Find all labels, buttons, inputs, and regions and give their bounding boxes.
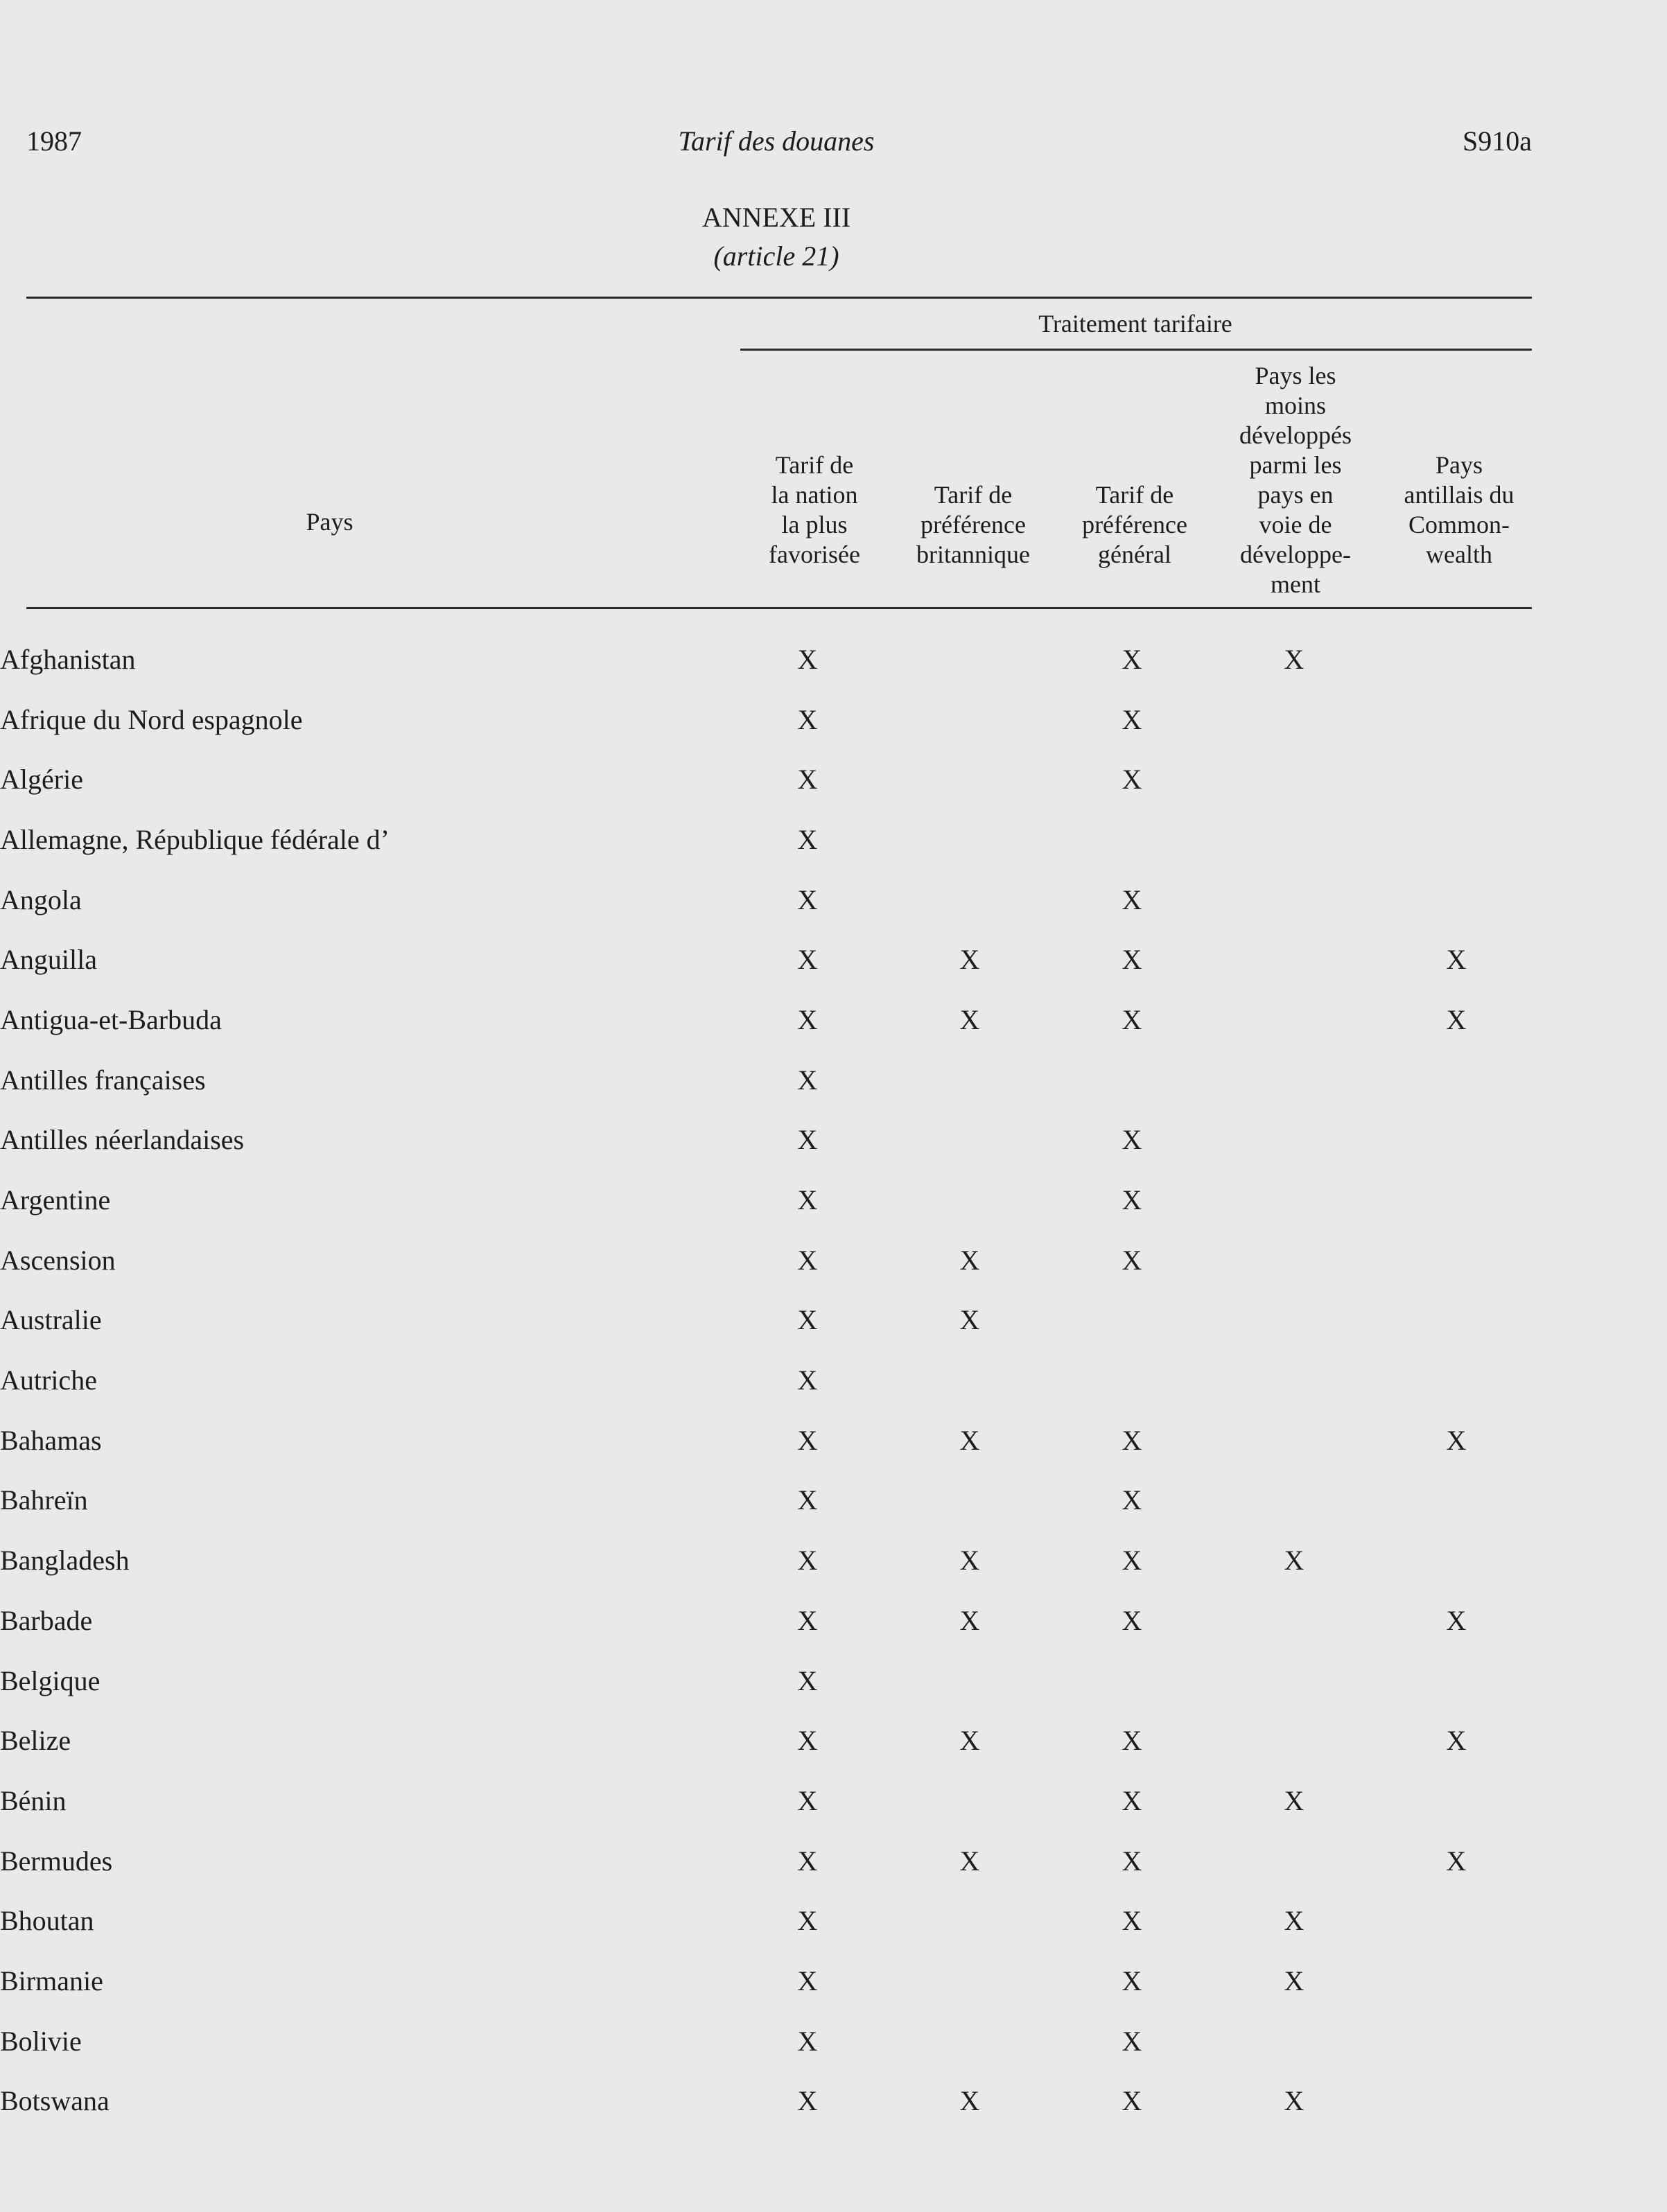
table-row (0, 990, 1537, 1050)
treatment-group-header: Traitement tarifaire (1038, 310, 1232, 337)
treatment-mark: X (797, 1905, 818, 1937)
country-name: Bhoutan (0, 1905, 94, 1937)
treatment-mark (1213, 1710, 1375, 1771)
treatment-mark: X (797, 1184, 818, 1216)
treatment-mark: X (959, 1244, 980, 1276)
treatment-mark (1213, 749, 1375, 809)
treatment-mark: X (1284, 643, 1304, 675)
treatment-mark: X (797, 1965, 818, 1996)
table-row (0, 1410, 1537, 1471)
country-name: Antilles françaises (0, 1064, 206, 1096)
treatment-mark (1375, 1530, 1537, 1590)
treatment-mark: X (797, 1665, 818, 1696)
treatment-mark: X (797, 2025, 818, 2057)
country-name: Bahamas (0, 1424, 102, 1456)
country-name: Bénin (0, 1784, 67, 1816)
country-name: Belize (0, 1725, 71, 1757)
treatment-mark: X (1121, 1905, 1142, 1937)
country-name: Antilles néerlandaises (0, 1124, 245, 1156)
treatment-mark (1375, 1471, 1537, 1531)
treatment-mark (1375, 2011, 1537, 2071)
treatment-mark: X (1446, 1725, 1467, 1757)
treatment-mark (889, 1951, 1051, 2011)
treatment-mark (1213, 1831, 1375, 1891)
treatment-mark: X (1284, 2085, 1304, 2117)
table-row (0, 1290, 1537, 1351)
treatment-mark (1375, 1651, 1537, 1711)
treatment-mark: X (959, 1604, 980, 1636)
treatment-mark (1375, 749, 1537, 809)
treatment-mark: X (1121, 1965, 1142, 1996)
treatment-mark (1051, 809, 1213, 870)
treatment-mark: X (959, 944, 980, 976)
annex-title: ANNEXE III (701, 202, 851, 233)
treatment-mark (1213, 809, 1375, 870)
treatment-mark: X (959, 1003, 980, 1035)
column-header-mfn-text: Tarif de la nation la plus favorisée (769, 451, 860, 568)
treatment-mark: X (797, 1845, 818, 1877)
treatment-mark: X (797, 1304, 818, 1336)
treatment-mark: X (797, 1604, 818, 1636)
treatment-mark (1213, 2011, 1375, 2071)
treatment-mark: X (959, 1845, 980, 1877)
treatment-mark (889, 1890, 1051, 1951)
treatment-mark: X (1446, 944, 1467, 976)
country-name: Bermudes (0, 1845, 113, 1877)
column-header-british-preference-text: Tarif de préférence britannique (916, 481, 1030, 568)
table-row (0, 1831, 1537, 1891)
treatment-mark (1375, 870, 1537, 930)
treatment-mark: X (959, 1424, 980, 1456)
treatment-mark: X (797, 1124, 818, 1156)
country-name: Australie (0, 1304, 102, 1336)
table-row (0, 1170, 1537, 1230)
treatment-mark (1375, 1290, 1537, 1351)
treatment-mark: X (1121, 764, 1142, 796)
column-header-mfn (733, 450, 896, 570)
country-name: Ascension (0, 1244, 116, 1276)
treatment-mark: X (1121, 703, 1142, 735)
treatment-mark (1213, 690, 1375, 750)
column-header-least-developed (1214, 361, 1377, 599)
country-name: Autriche (0, 1364, 97, 1396)
table-row (0, 749, 1537, 809)
treatment-mark (1375, 1230, 1537, 1290)
treatment-mark (1213, 1410, 1375, 1471)
treatment-mark: X (1446, 1424, 1467, 1456)
treatment-mark: X (797, 1484, 818, 1516)
treatment-mark: X (1121, 1545, 1142, 1577)
treatment-mark: X (1121, 944, 1142, 976)
table-row (0, 1110, 1537, 1170)
table-row (0, 870, 1537, 930)
treatment-mark: X (1121, 1784, 1142, 1816)
treatment-mark (1375, 1771, 1537, 1831)
treatment-mark: X (1121, 884, 1142, 915)
treatment-mark: X (797, 1424, 818, 1456)
treatment-mark (889, 1471, 1051, 1531)
treatment-mark: X (797, 823, 818, 855)
treatment-mark (1051, 1350, 1213, 1410)
treatment-mark: X (1284, 1545, 1304, 1577)
page-year: 1987 (26, 125, 82, 157)
treatment-mark (1213, 990, 1375, 1050)
treatment-mark: X (797, 944, 818, 976)
treatment-mark (889, 749, 1051, 809)
table-row (0, 2071, 1537, 2132)
treatment-mark: X (797, 1784, 818, 1816)
annex-heading (0, 198, 1553, 276)
country-table-body (0, 629, 1537, 2131)
treatment-mark (889, 1110, 1051, 1170)
treatment-mark (1375, 1170, 1537, 1230)
treatment-mark (1375, 1350, 1537, 1410)
treatment-mark (1213, 1110, 1375, 1170)
column-header-commonwealth-caribbean-text: Pays antillais du Common- wealth (1404, 451, 1515, 568)
table-row (0, 929, 1537, 990)
treatment-mark (889, 690, 1051, 750)
treatment-mark: X (959, 2085, 980, 2117)
treatment-mark: X (959, 1304, 980, 1336)
treatment-mark: X (1121, 2085, 1142, 2117)
treatment-mark: X (1121, 1244, 1142, 1276)
column-header-general-preference-text: Tarif de préférence général (1082, 481, 1187, 568)
treatment-mark (1213, 1290, 1375, 1351)
treatment-mark (889, 1350, 1051, 1410)
table-row (0, 1350, 1537, 1410)
treatment-mark: X (797, 1545, 818, 1577)
treatment-mark: X (1121, 1424, 1142, 1456)
treatment-mark (889, 870, 1051, 930)
table-row (0, 1590, 1537, 1651)
treatment-mark (1213, 1471, 1375, 1531)
country-name: Allemagne, République fédérale d’ (0, 823, 390, 855)
column-header-commonwealth-caribbean (1378, 450, 1540, 570)
country-name: Antigua-et-Barbuda (0, 1003, 222, 1035)
country-name: Bahreïn (0, 1484, 88, 1516)
treatment-mark (1375, 629, 1537, 690)
treatment-mark: X (797, 764, 818, 796)
treatment-mark: X (797, 1244, 818, 1276)
treatment-mark: X (1121, 643, 1142, 675)
header-bottom-rule (26, 607, 1532, 609)
treatment-mark: X (797, 1364, 818, 1396)
table-row (0, 1651, 1537, 1711)
treatment-mark (1213, 929, 1375, 990)
treatment-mark (889, 809, 1051, 870)
treatment-mark: X (959, 1725, 980, 1757)
treatment-mark (1213, 1651, 1375, 1711)
treatment-mark (889, 1771, 1051, 1831)
treatment-mark: X (797, 2085, 818, 2117)
treatment-mark: X (797, 643, 818, 675)
table-row (0, 1471, 1537, 1531)
treatment-mark: X (797, 1725, 818, 1757)
column-header-british-preference (892, 480, 1054, 570)
page-running-title: Tarif des douanes (678, 125, 875, 157)
treatment-mark (1051, 1290, 1213, 1351)
treatment-mark (1213, 1230, 1375, 1290)
treatment-mark (1213, 1050, 1375, 1110)
treatment-mark: X (1446, 1604, 1467, 1636)
treatment-mark (1375, 1951, 1537, 2011)
treatment-mark: X (1121, 1184, 1142, 1216)
treatment-mark (1375, 1050, 1537, 1110)
country-name: Botswana (0, 2085, 110, 2117)
treatment-mark (889, 2011, 1051, 2071)
table-top-rule (26, 297, 1532, 299)
treatment-mark (1375, 1890, 1537, 1951)
country-name: Belgique (0, 1665, 101, 1696)
treatment-mark (1213, 1350, 1375, 1410)
country-name: Anguilla (0, 944, 97, 976)
annex-subtitle: (article 21) (713, 240, 839, 272)
treatment-mark: X (959, 1545, 980, 1577)
table-row (0, 2011, 1537, 2071)
table-row (0, 1771, 1537, 1831)
treatment-mark (1375, 1110, 1537, 1170)
treatment-mark (1051, 1050, 1213, 1110)
treatment-mark (1051, 1651, 1213, 1711)
treatment-mark (889, 1651, 1051, 1711)
table-row (0, 690, 1537, 750)
country-name: Afghanistan (0, 643, 136, 675)
treatment-mark: X (1284, 1784, 1304, 1816)
table-row (0, 1890, 1537, 1951)
column-header-least-developed-text: Pays les moins développés parmi les pays en voie de développe- ment (1239, 362, 1352, 598)
country-table (0, 629, 1537, 2131)
column-header-general-preference (1054, 480, 1216, 570)
treatment-mark: X (1446, 1845, 1467, 1877)
table-row (0, 1951, 1537, 2011)
page-code: S910a (1463, 125, 1532, 157)
country-column-header: Pays (306, 508, 354, 536)
treatment-mark: X (1121, 1725, 1142, 1757)
treatment-mark: X (797, 884, 818, 915)
treatment-mark (889, 1050, 1051, 1110)
country-name: Barbade (0, 1604, 93, 1636)
country-name: Bangladesh (0, 1545, 130, 1577)
treatment-mark: X (1121, 1003, 1142, 1035)
treatment-mark: X (1121, 1484, 1142, 1516)
table-row (0, 809, 1537, 870)
treatment-mark (1375, 809, 1537, 870)
table-row (0, 1230, 1537, 1290)
treatment-mark (1213, 870, 1375, 930)
treatment-mark: X (1121, 2025, 1142, 2057)
treatment-mark: X (797, 1003, 818, 1035)
page-header (0, 125, 1667, 166)
country-name: Afrique du Nord espagnole (0, 703, 303, 735)
table-row (0, 1530, 1537, 1590)
treatment-mark: X (1284, 1965, 1304, 1996)
treatment-mark: X (1121, 1604, 1142, 1636)
country-name: Birmanie (0, 1965, 103, 1996)
treatment-mark: X (1121, 1845, 1142, 1877)
treatment-mark (1375, 690, 1537, 750)
treatment-mark (1213, 1590, 1375, 1651)
treatment-mark (889, 1170, 1051, 1230)
treatment-mark (1375, 2071, 1537, 2132)
country-name: Algérie (0, 764, 83, 796)
table-row (0, 1710, 1537, 1771)
table-row (0, 629, 1537, 690)
treatment-mark: X (1446, 1003, 1467, 1035)
country-name: Angola (0, 884, 82, 915)
treatment-mark: X (1284, 1905, 1304, 1937)
treatment-mark (889, 629, 1051, 690)
treatment-mark: X (797, 703, 818, 735)
country-name: Argentine (0, 1184, 111, 1216)
treatment-mark (1213, 1170, 1375, 1230)
country-name: Bolivie (0, 2025, 82, 2057)
treatment-group-rule (740, 349, 1532, 351)
treatment-mark: X (797, 1064, 818, 1096)
table-row (0, 1050, 1537, 1110)
treatment-mark: X (1121, 1124, 1142, 1156)
